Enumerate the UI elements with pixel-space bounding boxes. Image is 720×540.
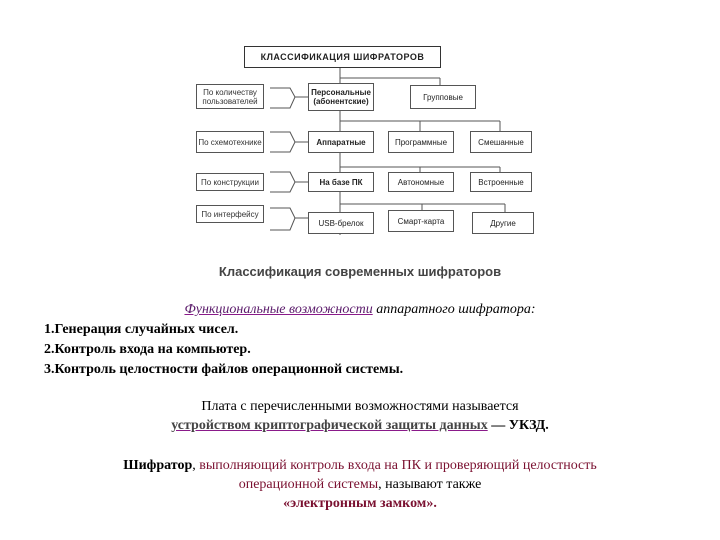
ukzd-period: . (545, 418, 549, 433)
left-label-circuitry: По схемотехнике (196, 131, 264, 153)
left-label-users: По количеству пользователей (196, 84, 264, 109)
box-pc-based: На базе ПК (308, 172, 374, 192)
encryptor-comma: , (192, 458, 200, 473)
left-label-construction: По конструкции (196, 173, 264, 191)
function-item-1: 1.Генерация случайных чисел. (44, 322, 239, 337)
box-standalone: Автономные (388, 172, 454, 192)
diagram-caption: Классификация современных шифраторов (218, 264, 502, 279)
functions-colon: : (530, 302, 536, 317)
encryptor-os: операционной системы (238, 477, 379, 492)
box-embedded: Встроенные (470, 172, 532, 192)
functions-heading-rest: аппаратного шифратора (376, 302, 531, 317)
encryptor-line-2 (0, 477, 720, 493)
electronic-lock-term: «электронным замком». (283, 496, 437, 511)
diagram-title: КЛАССИФИКАЦИЯ ШИФРАТОРОВ (244, 46, 441, 68)
box-hardware: Аппаратные (308, 131, 374, 153)
classification-diagram (0, 0, 720, 250)
plate-line-1: Плата с перечисленными возможностями называется (201, 399, 519, 414)
functions-link[interactable]: Функциональные возможности (184, 302, 373, 317)
box-group: Групповые (410, 85, 476, 109)
function-item-3: 3.Контроль целостности файлов операционной системы. (44, 362, 404, 377)
box-software: Программные (388, 131, 454, 153)
functions-heading (0, 302, 720, 318)
box-other: Другие (472, 212, 534, 234)
ukzd-link[interactable]: устройством криптографической защиты данных (171, 418, 488, 433)
encryptor-word: Шифратор (123, 458, 193, 473)
box-usb-token: USB-брелок (308, 212, 374, 234)
box-mixed: Смешанные (470, 131, 532, 153)
encryptor-line-1 (0, 458, 720, 474)
encryptor-also: , называют также (378, 477, 482, 492)
function-item-2: 2.Контроль входа на компьютер. (44, 342, 251, 357)
box-smart-card: Смарт-карта (388, 210, 454, 232)
encryptor-description: выполняющий контроль входа на ПК и проверяющий целостность (199, 458, 597, 473)
plate-line-2 (0, 418, 720, 434)
ukzd-abbr: — УКЗД (487, 418, 546, 433)
left-label-interface: По интерфейсу (196, 205, 264, 223)
box-personal: Персональные (абонентские) (308, 83, 374, 111)
